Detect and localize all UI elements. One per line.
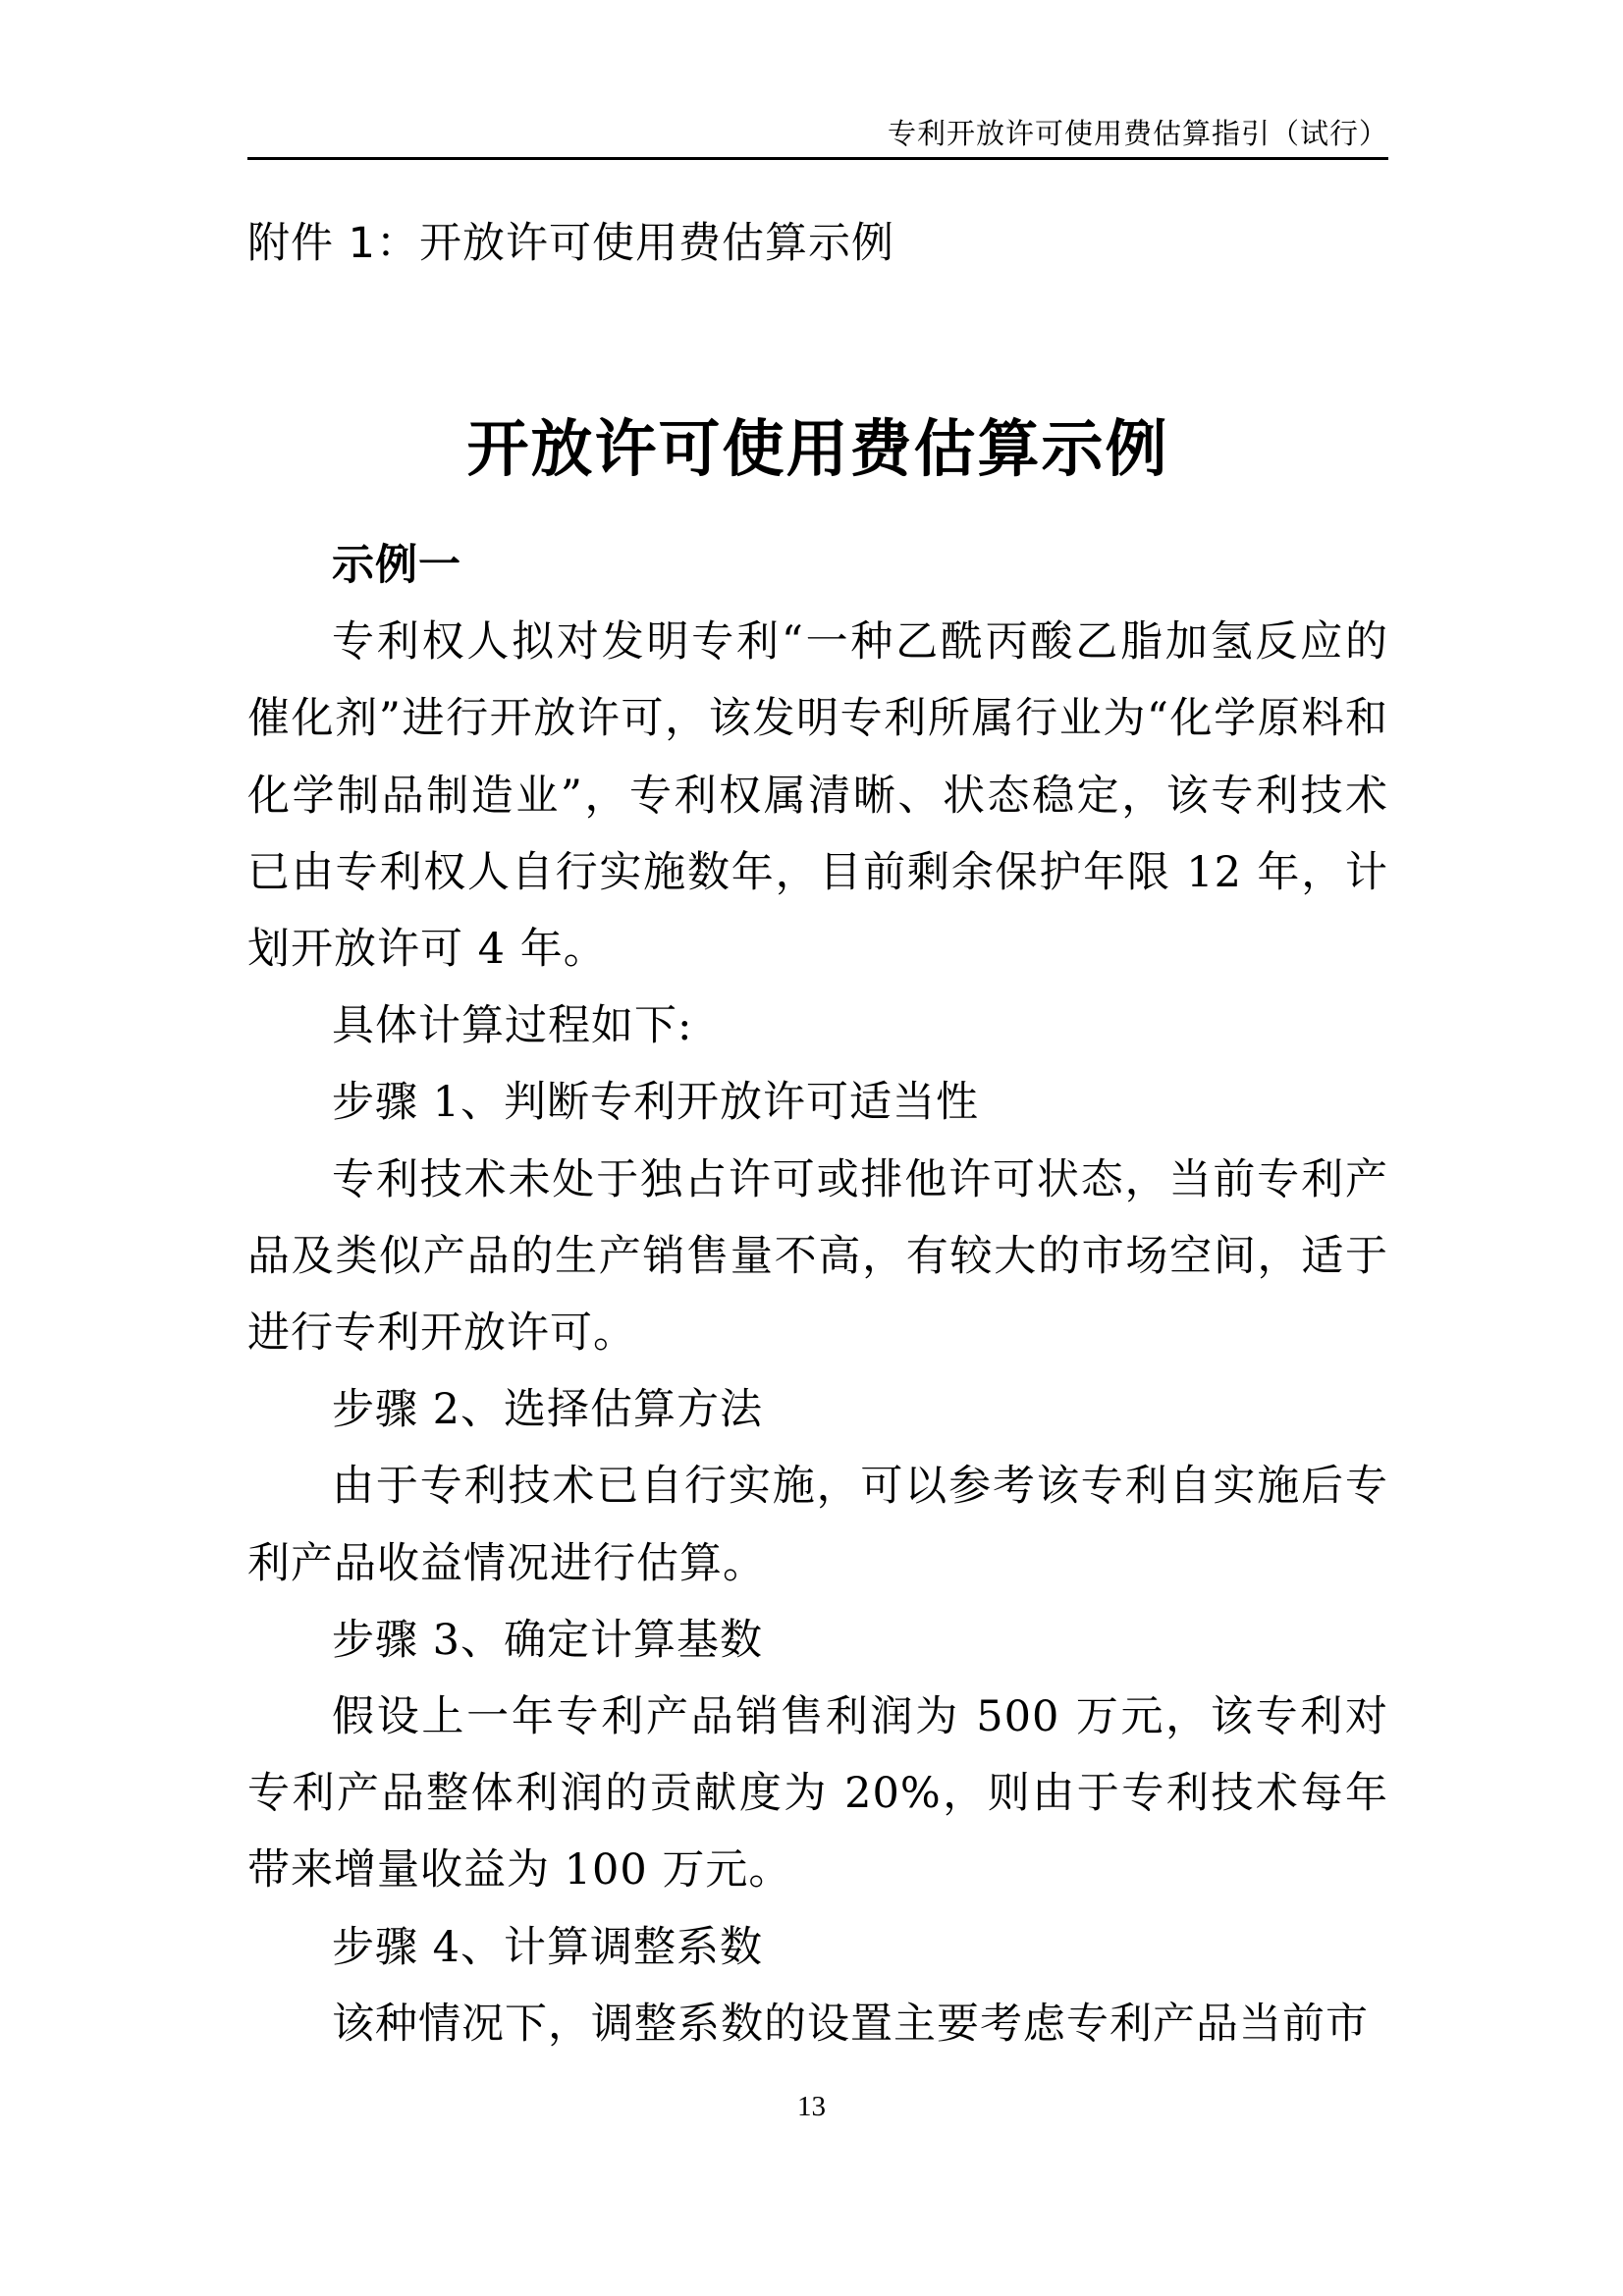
body-text — [247, 527, 1388, 2062]
paragraph-process-intro: 具体计算过程如下: — [332, 1001, 693, 1051]
step-4-body: 该种情况下，调整系数的设置主要考虑专利产品当前市 — [332, 1999, 1369, 2049]
step-3-heading: 步骤 3、确定计算基数 — [332, 1615, 764, 1665]
paragraph-scenario: 专利权人拟对发明专利“一种乙酰丙酸乙脂加氢反应的催化剂”进行开放许可，该发明专利所属行业为“化学原料和化学制品制造业”，专利权属清晰、状态稳定，该专利技术已由专利权人自行实施数年，目前剩余保护年限 12 年，计划开放许可 4 年。 — [247, 617, 1388, 975]
running-header: 专利开放许可使用费估算指引（试行） — [887, 117, 1388, 150]
step-2-heading: 步骤 2、选择估算方法 — [332, 1385, 764, 1435]
step-1-body: 专利技术未处于独占许可或排他许可状态，当前专利产品及类似产品的生产销售量不高，有较大的市场空间，适于进行专利开放许可。 — [247, 1154, 1388, 1359]
page-number: 13 — [797, 2091, 826, 2122]
step-3-body: 假设上一年专利产品销售利润为 500 万元，该专利对专利产品整体利润的贡献度为 20%，则由于专利技术每年带来增量收益为 100 万元。 — [247, 1692, 1388, 1896]
page-title: 开放许可使用费估算示例 — [466, 412, 1169, 486]
step-4-heading: 步骤 4、计算调整系数 — [332, 1922, 764, 1972]
step-1-heading: 步骤 1、判断专利开放许可适当性 — [332, 1078, 980, 1128]
example-heading: 示例一 — [332, 541, 461, 590]
attachment-label: 附件 1：开放许可使用费估算示例 — [247, 219, 895, 268]
step-2-body: 由于专利技术已自行实施，可以参考该专利自实施后专利产品收益情况进行估算。 — [247, 1462, 1388, 1588]
header-rule — [247, 157, 1388, 160]
